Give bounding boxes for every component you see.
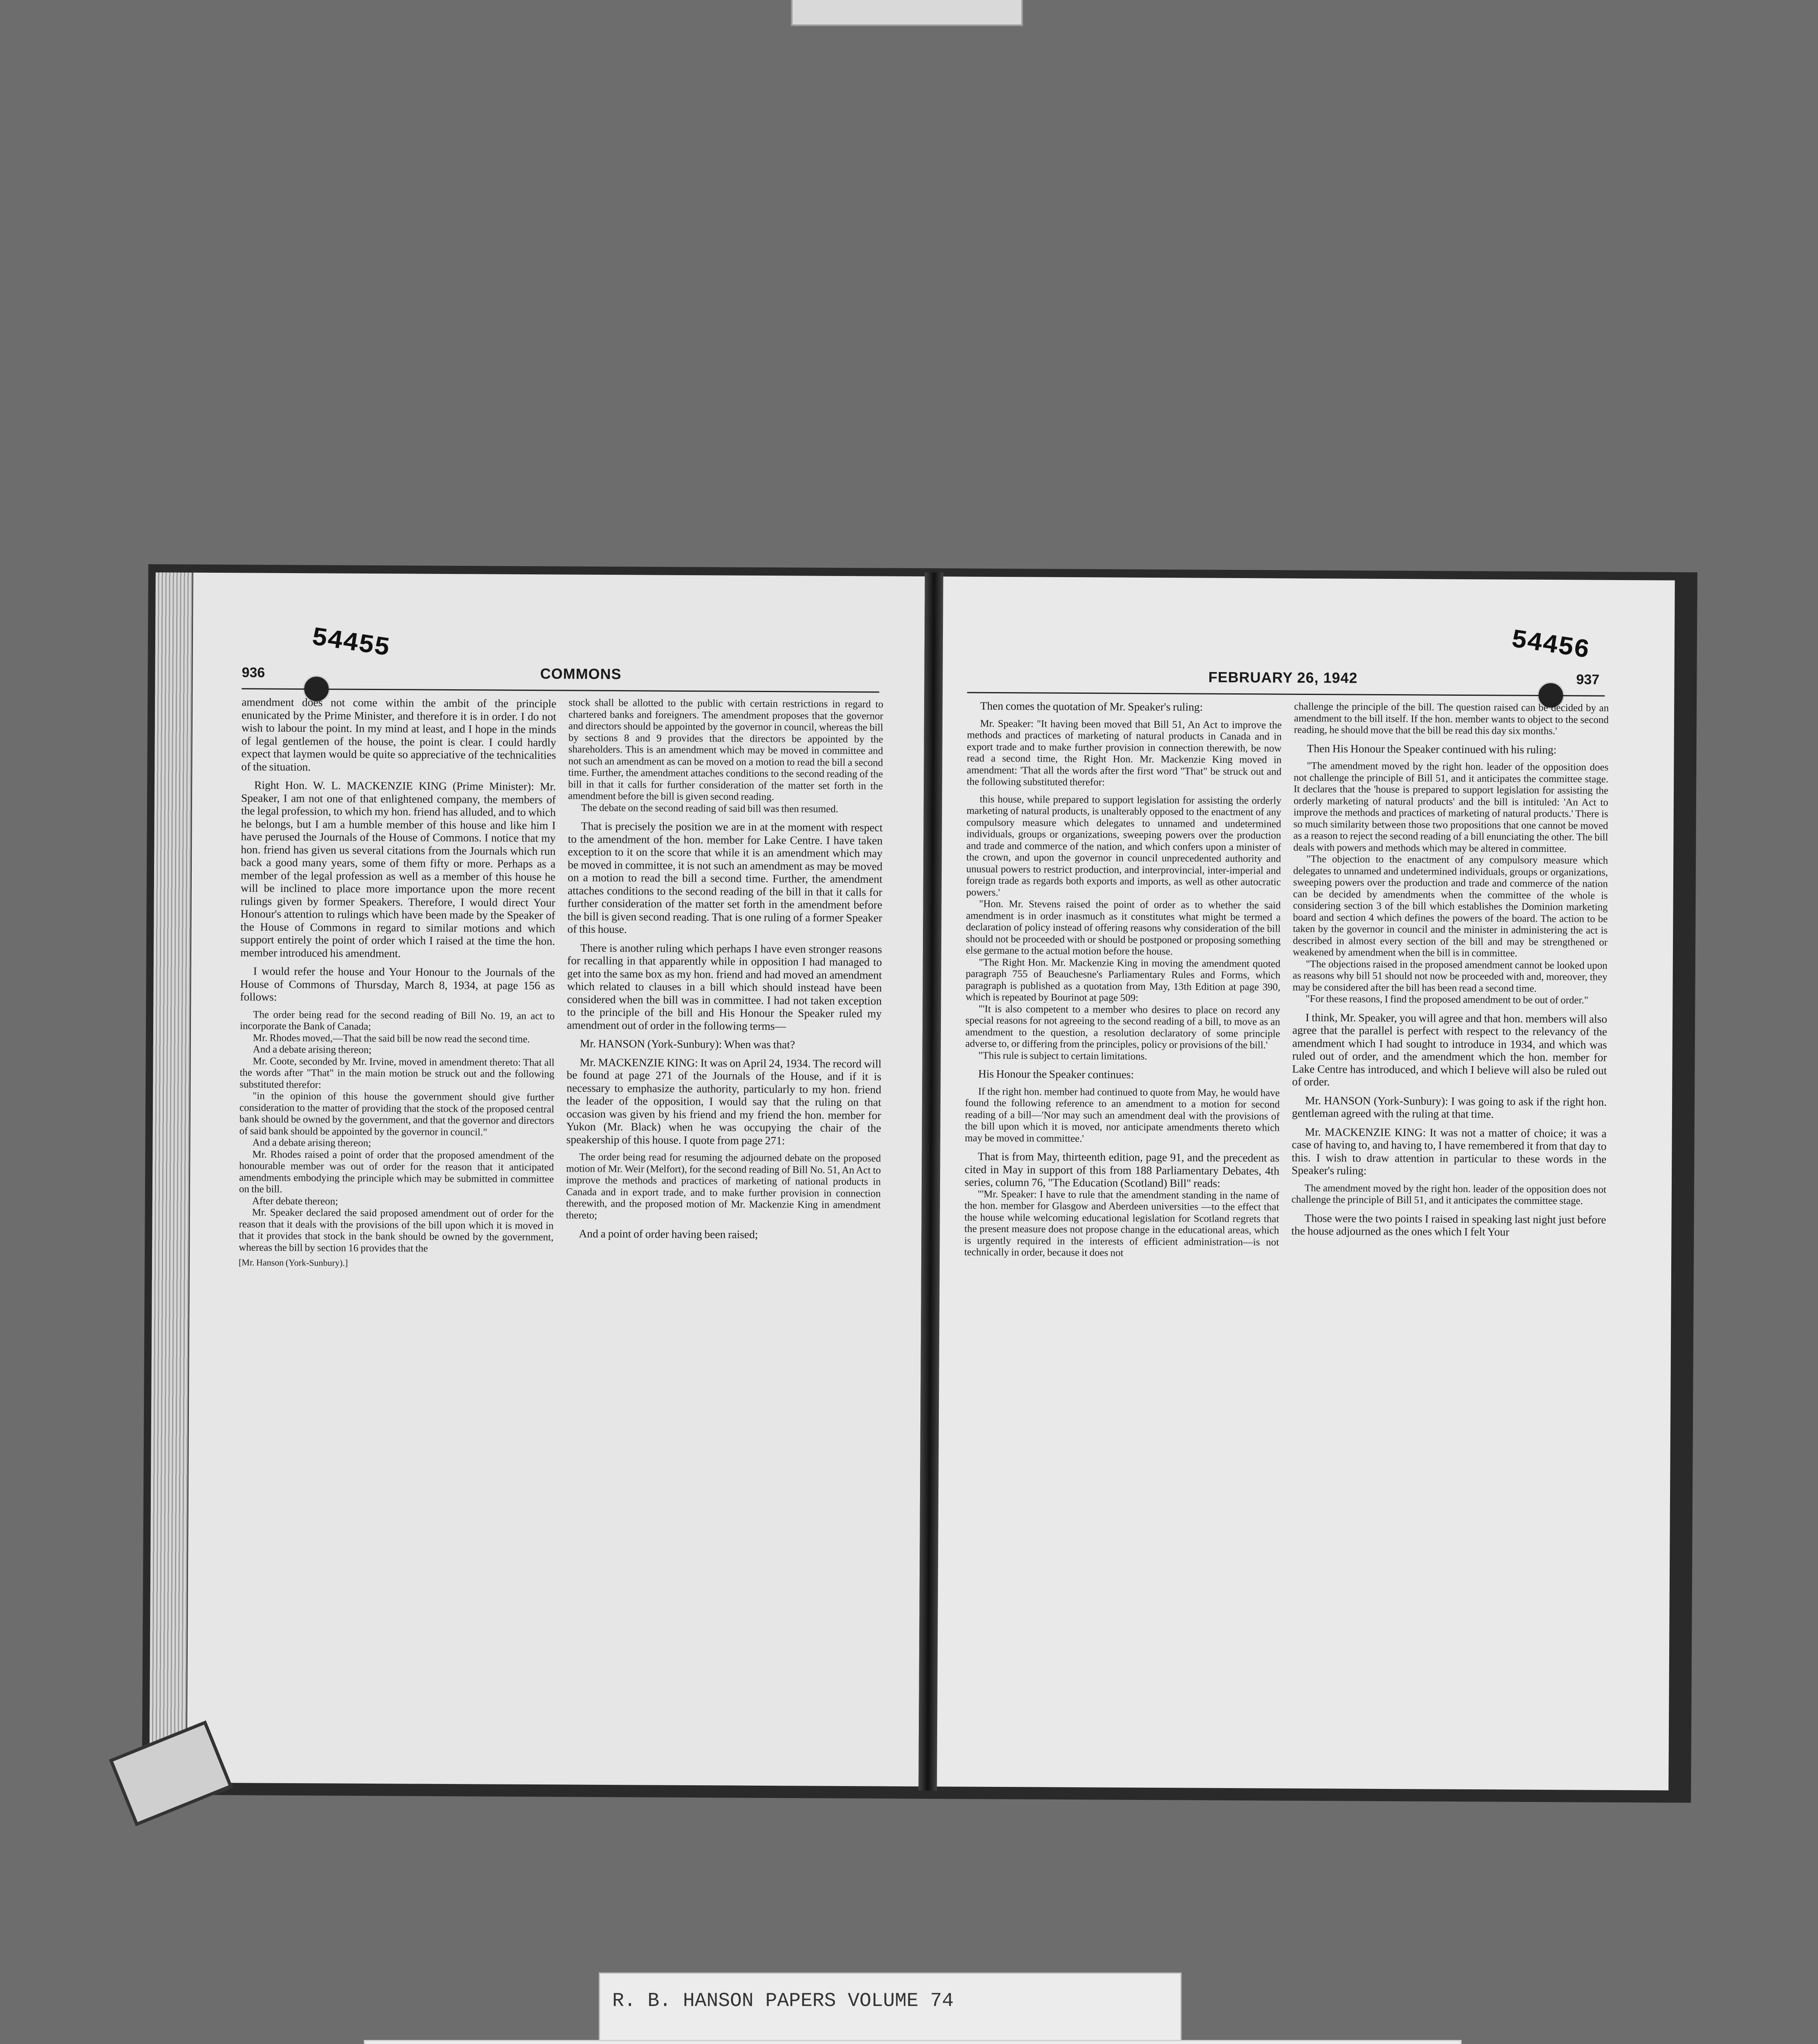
top-tab: [791, 0, 1023, 26]
paragraph: And a point of order having been raised;: [579, 1227, 758, 1241]
paragraph: "'It is also competent to a member who desires to place on record any special reasons for not agreeing to the second reading of a bill, to move as an amendment to the question, a resolution declaratory of some principle adverse to, or differing from the principles, policy or provisions of the bill.': [965, 1003, 1281, 1051]
paragraph: Mr. Speaker declared the said proposed amendment out of order for the reason that it deals with the provisions of the bill upon which it is moved in that it provides that stock in the bank should be owned by the government, whereas the bill by section 16 provides that the: [239, 1207, 554, 1254]
paragraph: If the right hon. member had continued to quote from May, he would have found the following reference to an amendment to a motion for second reading of a bill—'Nor may such an amendment deal with the provisions of the bill upon which it is moved, nor anticipate amendments thereto which may be moved in committee.': [965, 1086, 1280, 1144]
paragraph: The order being read for the second reading of Bill No. 19, an act to incorporate the Bank of Canada;: [240, 1009, 555, 1032]
open-book: [142, 564, 1697, 1803]
left-page: [187, 573, 925, 1786]
paragraph: That is precisely the position we are in at the moment with respect to the amendment of the hon. member for Lake Centre. I have taken exception to it on the score that while it is an amendment which may be moved in committee, it is not such an amendment as may be moved on a motion to read the bill a second time. Further, the amendment attaches conditions to the second reading of the bill in that it calls for further consideration of the matter set forth in the amendment before the bill is given second reading. That is one ruling of a former Speaker of this house.: [567, 819, 883, 936]
left-page-stamp: 54455: [309, 623, 392, 664]
volume-label-tab: [599, 1972, 1182, 2044]
left-running-head: COMMONS: [540, 665, 622, 683]
left-page-column-2: [566, 697, 883, 1242]
paragraph: "The Right Hon. Mr. Mackenzie King in moving the amendment quoted paragraph 755 of Beauchesne's Parliamentary Rules and Forms, which paragraph is published as a quotation from May, 13th Edition at page 390, which is repeated by Bourinot at page 509:: [965, 957, 1281, 1004]
paragraph: "This rule is subject to certain limitations.: [978, 1050, 1147, 1062]
paragraph: "The objections raised in the proposed amendment cannot be looked upon as reasons why bill 51 should not now be proceeded with and, moreover, they may be considered after the bill has been read a second time.: [1292, 958, 1608, 994]
paragraph: The amendment moved by the right hon. leader of the opposition does not challenge the principle of Bill 51, and it anticipates the committee stage.: [1291, 1182, 1607, 1207]
right-page-stamp: 54456: [1509, 625, 1592, 666]
paragraph: amendment does not come within the ambit of the principle enunicated by the Prime Minister, and therefore it is in order. I do not wish to labour the point. In my mind at least, and I hope in the minds of legal gentlemen of the house, the point is clear. I could hardly expect that laymen would be quite so appreciative of the technicalities of the situation.: [241, 695, 557, 773]
right-running-head: FEBRUARY 26, 1942: [1208, 668, 1358, 686]
paragraph: Mr. HANSON (York-Sunbury): I was going to ask if the right hon. gentleman agreed with the ruling at that time.: [1292, 1094, 1607, 1121]
paragraph: Then comes the quotation of Mr. Speaker's ruling:: [980, 699, 1203, 713]
page-edges: [149, 572, 192, 1782]
paragraph: Then His Honour the Speaker continued with his ruling:: [1307, 742, 1557, 756]
paragraph: "in the opinion of this house the government should give further consideration to the matter of providing that the stock of the proposed central bank should be owned by the government, and that the governor and directors of said bank should be appointed by the governor in council.": [239, 1090, 555, 1138]
left-page-number: 936: [242, 665, 265, 681]
archives-card: [364, 2040, 1462, 2044]
paragraph: There is another ruling which perhaps I have even stronger reasons for recalling in that apparently while in opposition I had managed to get into the same box as my hon. friend and had moved an amendment which related to clauses in a bill which should instead have been considered when the bill was in committee. I had not taken exception to the principle of the bill and His Honour the Speaker ruled my amendment out of order in the following terms—: [566, 941, 882, 1032]
paragraph: Mr. Rhodes moved,—That the said bill be now read the second time.: [253, 1032, 530, 1045]
paragraph: And a debate arising thereon;: [252, 1137, 371, 1149]
paragraph: Mr. Speaker: "It having been moved that Bill 51, An Act to improve the methods and practices of marketing of natural products in Canada and in export trade and to make further provision in connection therewith, be now read a second time, the Right Hon. Mr. Mackenzie King moved in amendment: 'That all the words after the first word "That" be struck out and the following substituted therefor:: [967, 718, 1282, 788]
paragraph: After debate thereon;: [252, 1195, 338, 1207]
paragraph: "For these reasons, I find the proposed amendment to be out of order.": [1305, 993, 1589, 1006]
paragraph: "'Mr. Speaker: I have to rule that the amendment standing in the name of the hon. member for Glasgow and Aberdeen universities —to the effect that the house while welcoming educational legislation for Scotland regrets that the present measure does not propose change in the educational areas, which is urgently required in the interests of efficient administration—is not technically in order, because it does not: [964, 1188, 1279, 1259]
paragraph: The debate on the second reading of said bill was then resumed.: [581, 802, 838, 815]
paragraph: Right Hon. W. L. MACKENZIE KING (Prime Minister): Mr. Speaker, I am not one of that enlightened company, the members of the legal profession, to which my hon. friend has alluded, and to which he belongs, but I am a humble member of this house and like him I have perused the Journals of the House of Commons. I notice that my hon. friend has given us several citations from the Journals which run back a good many years, some of them fifty or more. Perhaps as a member of the legal profession as well as a member of this house he will be inclined to place more importance upon the more recent rulings given by former Speakers. Therefore, I would direct Your Honour's attention to rulings which have been made by the Speaker of the House of Commons in regard to similar motions and which support entirely the point of order which I raised at the time the hon. member introduced his amendment.: [240, 778, 556, 959]
paragraph: His Honour the Speaker continues:: [978, 1067, 1134, 1081]
volume-label: R. B. HANSON PAPERS VOLUME 74: [612, 1990, 954, 2012]
paragraph: I would refer the house and Your Honour to the Journals of the House of Commons of Thursday, March 8, 1934, at page 156 as follows:: [240, 964, 555, 1003]
left-page-column-1: [239, 695, 556, 1271]
paragraph: Mr. Rhodes raised a point of order that the proposed amendment of the honourable member was out of order for the reason that it anticipated amendments embodying the principle which may be submitted in committee on the bill.: [239, 1148, 554, 1195]
paragraph: The order being read for resuming the adjourned debate on the proposed motion of Mr. Weir (Melfort), for the second reading of Bill No. 51, An Act to improve the methods and practices of marketing of national products in Canada and in export trade, and to make further provision in connection therewith, and the proposed motion of Mr. Mackenzie King in amendment thereto;: [566, 1151, 881, 1221]
header-rule: [242, 688, 879, 693]
right-page-column-1: [964, 699, 1282, 1260]
paragraph: Mr. MACKENZIE KING: It was on April 24, 1934. The record will be found at page 271 of the Journals of the House, and if it is necessary to emphasize the authority, particularly to my hon. friend the leader of the opposition, I would say that the ruling on that occasion was given by his friend and my friend the hon. member for Yukon (Mr. Black) when he was occupying the chair of the speakership of this house. I quote from page 271:: [566, 1056, 882, 1147]
paragraph: "The amendment moved by the right hon. leader of the opposition does not challenge the principle of Bill 51, and it anticipates the committee stage. It declares that the 'house is prepared to support legislation for assisting the orderly marketing of natural products' and the bill is intituled: 'An Act to improve the methods and practices of marketing of natural products.' There is so much similarity between those two propositions that one cannot be moved as a reason to reject the second reading of a bill enunciating the other. The bill deals with powers and methods which may be altered in committee.: [1293, 760, 1609, 854]
right-page-column-2: [1291, 701, 1609, 1239]
header-rule: [967, 692, 1605, 697]
right-page-number: 937: [1576, 672, 1600, 688]
paragraph: Mr. Coote, seconded by Mr. Irvine, moved in amendment thereto: That all the words after "That" in the main motion be struck out and the following substituted therefor:: [240, 1055, 555, 1090]
paragraph: Mr. HANSON (York-Sunbury): When was that?: [580, 1037, 795, 1051]
right-page: [937, 576, 1675, 1790]
paragraph: Mr. MACKENZIE KING: It was not a matter of choice; it was a case of having to, and having to, I have remembered it from that day to this. I wish to draw attention in particular to these words in the Speaker's ruling:: [1292, 1125, 1607, 1177]
paragraph: That is from May, thirteenth edition, page 91, and the precedent as cited in May in support of this from 188 Parliamentary Debates, 4th series, column 76, "The Education (Scotland) Bill" reads:: [964, 1150, 1280, 1190]
paragraph: Those were the two points I raised in speaking last night just before the house adjourned as the ones which I felt Your: [1291, 1211, 1606, 1238]
paragraph: challenge the principle of the bill. The question raised can be decided by an amendment to the bill itself. If the hon. member wants to object to the second reading, he should move that the bill be read this day six months.': [1294, 701, 1609, 737]
footer-reference: [Mr. Hanson (York-Sunbury).]: [238, 1257, 348, 1268]
paragraph: stock shall be allotted to the public with certain restrictions in regard to chartered banks and foreigners. The amendment proposes that the governor and directors should be appointed by the governor in council, whereas the bill by sections 8 and 9 provides that the directors be appointed by the shareholders. This is an amendment which may be moved in committee and not such an amendment as can be moved on a motion to read the bill a second time. Further, the amendment attaches conditions to the second reading of the bill in that it calls for further consideration of the matter set forth in the amendment before the bill is given second reading.: [568, 697, 884, 803]
paragraph: "The objection to the enactment of any compulsory measure which delegates to unnamed and undetermined individuals, groups or organizations, sweeping powers over the production and trade and commerce of the nation can be decided by amendments when the committee of the whole is considering section 3 of the bill which establishes the Dominion marketing board and section 4 which defines the powers of the board. The action to be taken by the governor in council and the minister in administering the act is described in almost every section of the bill and may be strengthened or weakened by amendment when the bill is in committee.: [1292, 853, 1608, 959]
paragraph: this house, while prepared to support legislation for assisting the orderly marketing of natural products, is unalterably opposed to the enactment of any compulsory measure which delegates to unnamed and undetermined individuals, groups or organizations, sweeping powers over the production and trade and commerce of the nation, and which confers upon a minister of the crown, and upon the governor in council unprecedented authority and unusual powers to restrict production, and interprovincial, inter-imperial and foreign trade as regards both exports and imports, as well as other autocratic powers.': [966, 793, 1281, 898]
paragraph: "Hon. Mr. Stevens raised the point of order as to whether the said amendment is in order inasmuch as it constitutes what might be termed a declaration of policy instead of offering reasons why consideration of the bill should not be proceeded with or should be postponed or proposing something else germane to the actual motion before the house.: [965, 898, 1281, 957]
paragraph: I think, Mr. Speaker, you will agree and that hon. members will also agree that the parallel is perfect with respect to the relevancy of the amendment which I had sought to introduce in 1934, and which was ruled out of order, and the amendment which the hon. member for Lake Centre has introduced, and which I believe will also be ruled out of order.: [1292, 1011, 1608, 1088]
paragraph: And a debate arising thereon;: [253, 1044, 372, 1056]
